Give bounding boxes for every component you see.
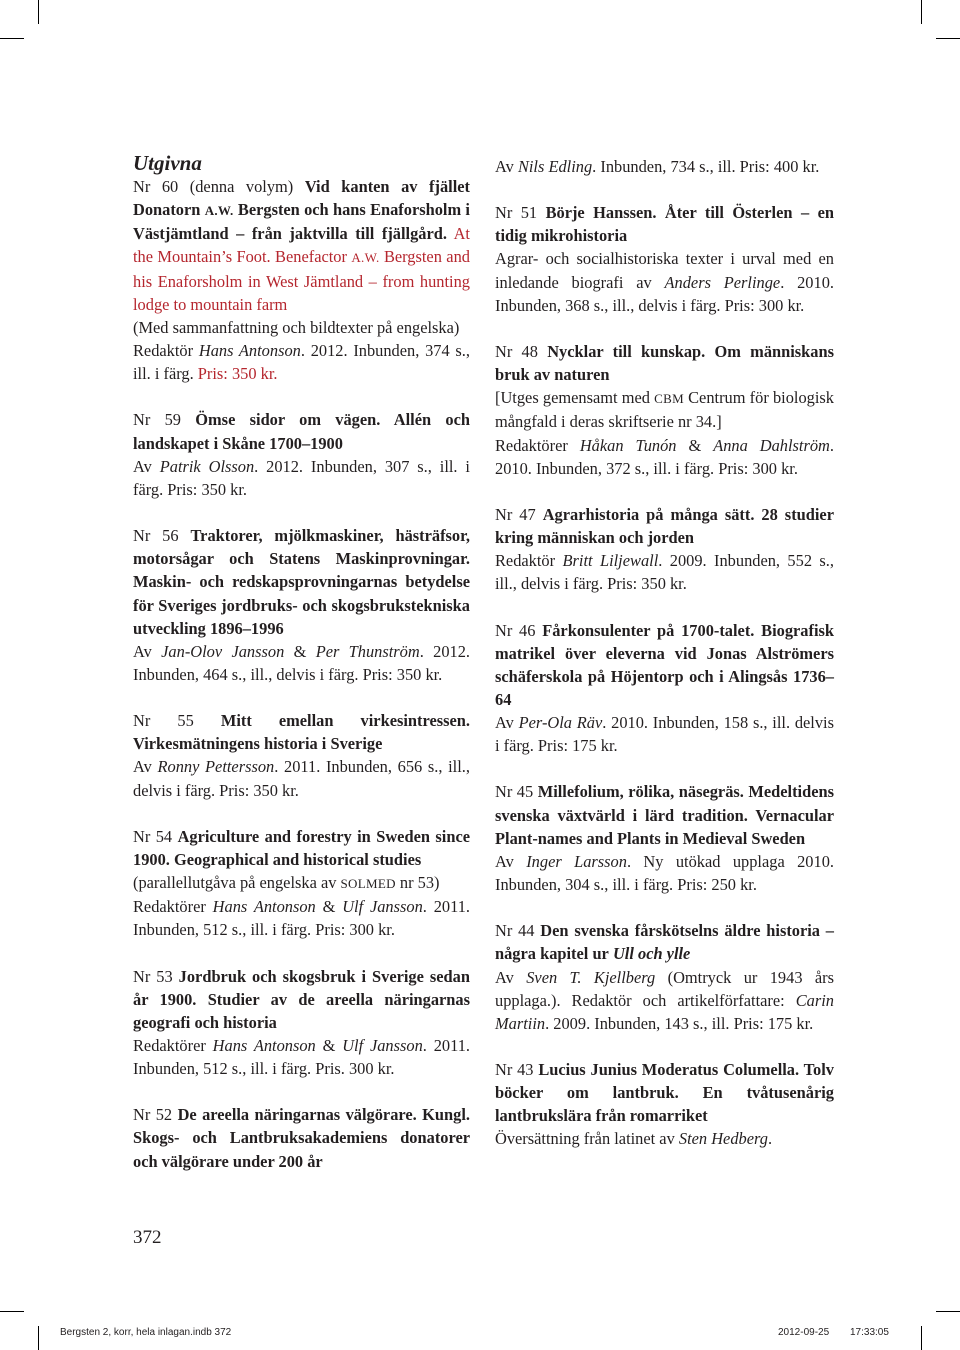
entry-author: Britt Liljewall bbox=[562, 551, 659, 571]
entry-title: Donatorn bbox=[133, 200, 201, 220]
entry-number: Nr 48 bbox=[495, 341, 538, 361]
english-title: At the Mountain’s Foot. Benefactor bbox=[133, 224, 470, 267]
entry-nr-53 bbox=[133, 965, 470, 1081]
entry-nr-48 bbox=[495, 340, 834, 480]
entry-nr-46 bbox=[495, 619, 834, 758]
entry-author: Jan-Olov Jansson bbox=[161, 641, 285, 661]
entry-title: De areella näringarnas välgörare. Kungl. Skogs- och Lantbruksakademiens donatorer och välgörare under 200 år bbox=[133, 1105, 470, 1171]
entry-title: Agrarhistoria på många sätt. 28 studier kring människan och jorden bbox=[495, 504, 834, 548]
entry-title: Traktorer, mjölkmaskiner, hästräfsor, motorsågar och Statens Maskinprovningar. Maskin- och redskapsprovningarnas betydelse för Sveriges jordbruks- och skogsbrukstekniska utveckling 1896–1996 bbox=[133, 526, 470, 638]
entry-title: Ömse sidor om vägen. Allén och landskapet i Skåne 1700–1900 bbox=[133, 410, 470, 453]
entry-number: Nr 60 bbox=[133, 177, 179, 196]
entry-author: Ulf Jansson bbox=[342, 897, 423, 917]
entry-details: . 2012. Inbunden, 374 s., ill. i färg. bbox=[133, 341, 470, 384]
crop-mark-top-left-v bbox=[38, 0, 39, 24]
entry-number: Nr 53 bbox=[133, 966, 173, 986]
crop-mark-bottom-right-v bbox=[921, 1326, 922, 1350]
entry-title: Nycklar till kunskap. Om människans bruk av naturen bbox=[495, 341, 834, 385]
entry-title: Vid kanten av fjället bbox=[304, 177, 470, 196]
entry-title: Börje Hanssen. Åter till Österlen – en tidig mikrohistoria bbox=[495, 203, 834, 246]
entry-title: Bergsten och hans Enaforsholm i Västjämtland – från jaktvilla till fjällgård. bbox=[133, 200, 470, 244]
entry-prefix: Av bbox=[495, 157, 514, 176]
entry-title-smallcaps: A.W. bbox=[204, 203, 234, 219]
entry-author: Nils Edling bbox=[517, 157, 593, 176]
entry-prefix: Av bbox=[495, 967, 514, 987]
entry-number: Nr 56 bbox=[133, 526, 179, 546]
entry-author: Anna Dahlström bbox=[713, 435, 830, 455]
entry-ampersand: & bbox=[293, 641, 307, 661]
entry-details: . 2010. Inbunden, 368 s., ill., delvis i färg. Pris: 300 kr. bbox=[495, 272, 834, 315]
entry-title: Mitt emellan virkesintressen. Virkesmätningens historia i Sverige bbox=[133, 711, 470, 754]
entry-ampersand: & bbox=[322, 1036, 336, 1055]
right-column bbox=[495, 155, 834, 1174]
entry-author: Ronny Pettersson bbox=[157, 757, 275, 777]
entry-details: . Inbunden, 734 s., ill. Pris: 400 kr. bbox=[592, 157, 820, 176]
crop-mark-top-right-h bbox=[936, 38, 960, 39]
entry-number: Nr 47 bbox=[495, 504, 536, 524]
entry-nr-43 bbox=[495, 1058, 834, 1151]
entry-details: . 2011. Inbunden, 512 s., ill. i färg. Pris: 300 kr. bbox=[133, 897, 470, 940]
entry-prefix: Av bbox=[133, 641, 152, 661]
crop-mark-bottom-left-h bbox=[0, 1311, 24, 1312]
entry-prefix: Av bbox=[133, 757, 152, 777]
entry-nr-56 bbox=[133, 524, 470, 686]
entry-number: Nr 46 bbox=[495, 620, 536, 640]
entry-note: (parallellutgåva på engelska av bbox=[133, 873, 337, 893]
entry-prefix: Av bbox=[495, 713, 514, 733]
entry-details: . 2012. Inbunden, 464 s., ill., delvis i färg. Pris: 350 kr. bbox=[133, 641, 471, 684]
entry-price: Pris: 350 kr. bbox=[197, 364, 278, 384]
entry-note: [Utges gemensamt med bbox=[495, 388, 650, 408]
entry-description: . bbox=[767, 1129, 773, 1149]
entry-author: Hans Antonson bbox=[198, 341, 301, 361]
entry-nr-59 bbox=[133, 408, 470, 501]
section-heading: Utgivna bbox=[133, 151, 202, 175]
entry-number: Nr 54 bbox=[133, 826, 173, 846]
entry-author: Anders Perlinge bbox=[664, 272, 781, 292]
entry-author: Håkan Tunón bbox=[579, 435, 677, 455]
entry-number: Nr 45 bbox=[495, 782, 534, 802]
entry-author: Patrik Olsson bbox=[159, 456, 255, 476]
entry-ampersand: & bbox=[688, 435, 702, 455]
page-number: 372 bbox=[133, 1227, 162, 1248]
entry-details: . 2011. Inbunden, 656 s., ill., delvis i färg. Pris: 350 kr. bbox=[133, 757, 470, 800]
entry-nr-52 bbox=[133, 1103, 470, 1172]
entry-title: Agriculture and forestry in Sweden since 1900. Geographical and historical studies bbox=[133, 826, 470, 869]
entry-author: Sven T. Kjellberg bbox=[526, 967, 656, 987]
entry-role: Redaktörer bbox=[133, 897, 206, 917]
entry-details: (Omtryck ur 1943 års upplaga.). Redaktör och artikelförfattare: bbox=[495, 967, 835, 1010]
slug-filename: Bergsten 2, korr, hela inlagan.indb 372 bbox=[60, 1327, 232, 1338]
entry-nr-44 bbox=[495, 919, 834, 1035]
entry-details: . 2010. Inbunden, 372 s., ill. i färg. Pris: 300 kr. bbox=[495, 435, 835, 478]
slug-time: 17:33:05 bbox=[850, 1327, 889, 1338]
entry-nr-45 bbox=[495, 780, 834, 896]
entry-number: Nr 51 bbox=[495, 203, 538, 223]
entry-role: Redaktörer bbox=[495, 435, 568, 455]
entry-ampersand: & bbox=[322, 897, 336, 917]
entry-author: Inger Larsson bbox=[526, 851, 627, 871]
entry-number: Nr 52 bbox=[133, 1105, 173, 1125]
entry-note: nr 53) bbox=[399, 873, 440, 893]
left-column bbox=[133, 152, 470, 1196]
entry-details: . 2009. Inbunden, 143 s., ill. Pris: 175 kr. bbox=[545, 1013, 814, 1033]
entry-prefix: Av bbox=[495, 851, 514, 871]
entry-author: Ulf Jansson bbox=[342, 1036, 423, 1055]
crop-mark-top-right-v bbox=[921, 0, 922, 24]
entry-note: Centrum för biologisk mångfald i deras skriftserie nr 34.] bbox=[495, 388, 834, 432]
entry-number: Nr 59 bbox=[133, 410, 181, 430]
entry-number: Nr 44 bbox=[495, 921, 535, 941]
entry-nr-54 bbox=[133, 825, 470, 942]
entry-title: Den svenska fårskötselns äldre historia – några kapitel ur bbox=[495, 921, 834, 964]
crop-mark-bottom-left-v bbox=[38, 1326, 39, 1350]
entry-note: (Med sammanfattning och bildtexter på engelska) bbox=[133, 317, 460, 337]
entry-title: Lucius Junius Moderatus Columella. Tolv böcker om lantbruk. En tvåtusenårig lantbrukslära från romarriket bbox=[495, 1060, 834, 1126]
entry-details: . Ny utökad upplaga 2010. Inbunden, 304 s., ill. i färg. Pris: 250 kr. bbox=[495, 851, 834, 895]
entry-number: Nr 55 bbox=[133, 711, 194, 731]
entry-title: Jordbruk och skogsbruk i Sverige sedan år 1900. Studier av de areella näringarnas geografi och historia bbox=[133, 966, 470, 1032]
crop-mark-top-left-h bbox=[0, 38, 24, 39]
crop-mark-bottom-right-h bbox=[936, 1311, 960, 1312]
entry-author: Hans Antonson bbox=[212, 897, 316, 917]
english-title-smallcaps: A.W. bbox=[351, 250, 380, 266]
entry-nr-47 bbox=[495, 503, 834, 596]
entry-title: Millefolium, rölika, näsegräs. Medeltidens svenska växtvärld i lärd tradition. Vernacular Plant-names and Plants in Medieval Sweden bbox=[495, 782, 834, 848]
entry-description: Översättning från latinet av bbox=[495, 1129, 675, 1149]
entry-author: Sten Hedberg bbox=[678, 1129, 768, 1149]
entry-author: Hans Antonson bbox=[212, 1036, 316, 1055]
entry-details: . 2009. Inbunden, 552 s., ill., delvis i färg. Pris: 350 kr. bbox=[495, 551, 834, 594]
entry-role: Redaktör bbox=[133, 341, 194, 361]
entry-role: Redaktör bbox=[495, 551, 556, 571]
entry-role: Redaktörer bbox=[133, 1036, 206, 1055]
entry-details: . 2011. Inbunden, 512 s., ill. i färg. Pris. 300 kr. bbox=[133, 1036, 470, 1079]
entry-nr-60 bbox=[133, 175, 470, 385]
english-title: Bergsten and his Enaforsholm in West Jämtland – from hunting lodge to mountain farm bbox=[133, 247, 470, 314]
entry-nr-55 bbox=[133, 709, 470, 802]
entry-nr-51 bbox=[495, 201, 834, 317]
entry-details: . 2012. Inbunden, 307 s., ill. i färg. Pris: 350 kr. bbox=[133, 456, 470, 499]
entry-note: (denna volym) bbox=[189, 177, 294, 196]
entry-author: Per-Ola Räv bbox=[518, 713, 603, 733]
entry-title: Fårkonsulenter på 1700-talet. Biografisk matrikel över eleverna vid Jonas Alströmers schäferskola på Höjentorp och i Alingsås 1736–64 bbox=[495, 620, 834, 709]
entry-author: Per Thunström bbox=[315, 641, 420, 661]
entry-note-smallcaps: CBM bbox=[654, 391, 684, 407]
entry-author: Carin Martiin bbox=[495, 990, 834, 1033]
entry-description: Agrar- och socialhistoriska texter i urval med en inledande biografi av bbox=[495, 249, 834, 292]
entry-title-italic: Ull och ylle bbox=[612, 944, 691, 964]
entry-prefix: Av bbox=[133, 456, 152, 476]
slug-date: 2012-09-25 bbox=[778, 1327, 830, 1338]
entry-details: . 2010. Inbunden, 158 s., ill. delvis i färg. Pris: 175 kr. bbox=[495, 713, 834, 756]
entry-nr-52-continued bbox=[495, 155, 834, 178]
entry-note-smallcaps: SOLMED bbox=[340, 876, 396, 892]
entry-number: Nr 43 bbox=[495, 1060, 534, 1079]
